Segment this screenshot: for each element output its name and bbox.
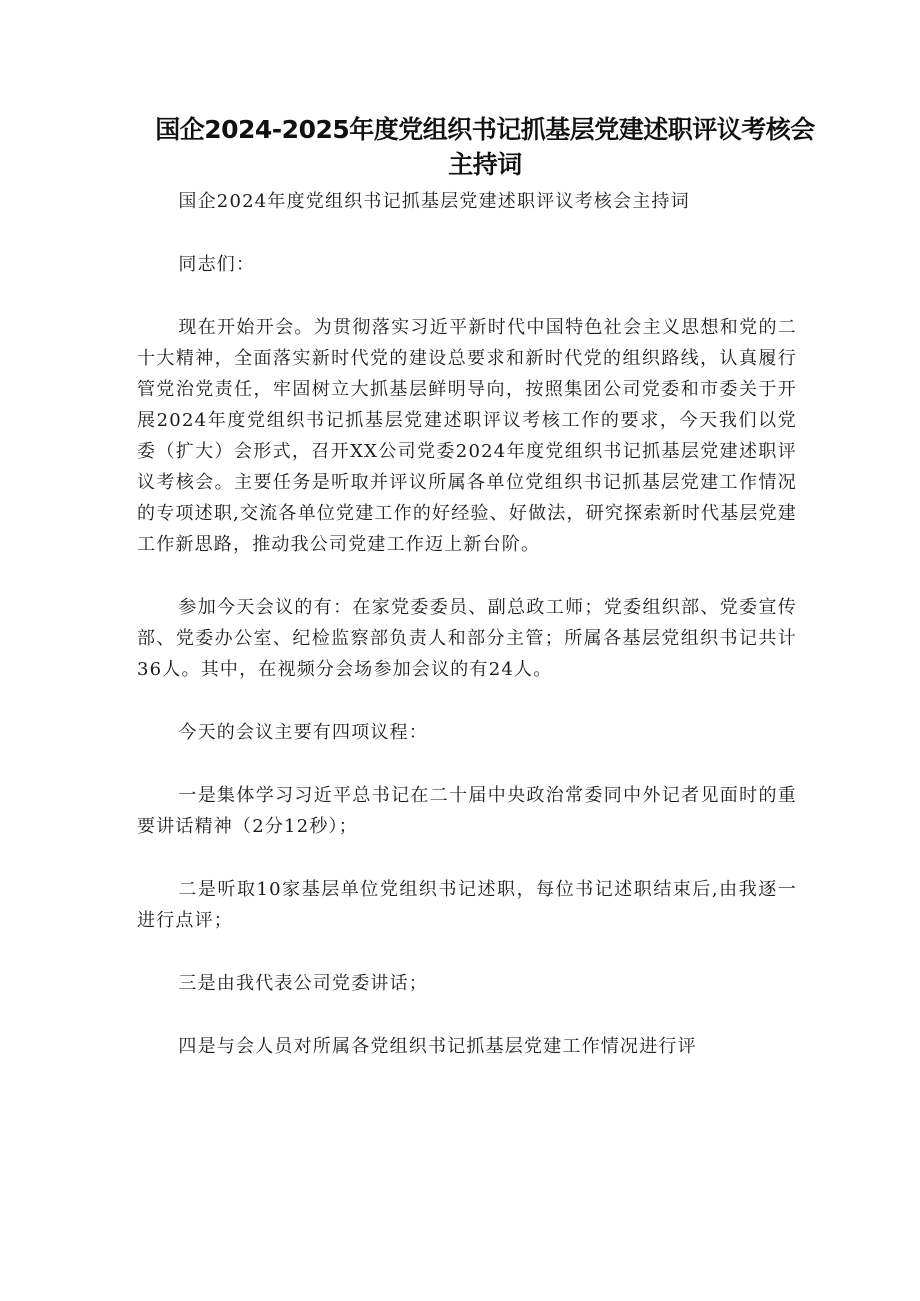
document-body xyxy=(137,186,797,1062)
agenda-item-1: 一是集体学习习近平总书记在二十届中央政治常委同中外记者见面时的重要讲话精神（2分12秒）； xyxy=(137,785,797,837)
agenda-item-4: 四是与会人员对所属各党组织书记抓基层党建工作情况进行评 xyxy=(178,1036,697,1057)
opening-paragraph: 现在开始开会。为贯彻落实习近平新时代中国特色社会主义思想和党的二十大精神，全面落实新时代党的建设总要求和新时代党的组织路线，认真履行管党治党责任，牢固树立大抓基层鲜明导向，按照集团公司党委和市委关于开展2024年度党组织书记抓基层党建述职评议考核工作的要求，今天我们以党委（扩大）会形式，召开XX公司党委2024年度党组织书记抓基层党建述职评议考核会。主要任务是听取并评议所属各单位党组织书记抓基层党建工作情况的专项述职,交流各单位党建工作的好经验、好做法，研究探索新时代基层党建工作新思路，推动我公司党建工作迈上新台阶。 xyxy=(137,317,797,555)
agenda-intro-paragraph: 今天的会议主要有四项议程： xyxy=(178,722,428,743)
agenda-item-3: 三是由我代表公司党委讲话； xyxy=(178,973,428,994)
agenda-item-2: 二是听取10家基层单位党组织书记述职，每位书记述职结束后,由我逐一进行点评； xyxy=(137,879,797,931)
attendees-paragraph: 参加今天会议的有：在家党委委员、副总政工师；党委组织部、党委宣传部、党委办公室、纪检监察部负责人和部分主管；所属各基层党组织书记共计36人。其中，在视频分会场参加会议的有24人。 xyxy=(137,597,797,680)
document-title: 国企2024-2025年度党组织书记抓基层党建述职评议考核会主持词 xyxy=(155,115,815,179)
subtitle-paragraph: 国企2024年度党组织书记抓基层党建述职评议考核会主持词 xyxy=(178,191,690,212)
salutation-paragraph: 同志们： xyxy=(178,254,256,275)
